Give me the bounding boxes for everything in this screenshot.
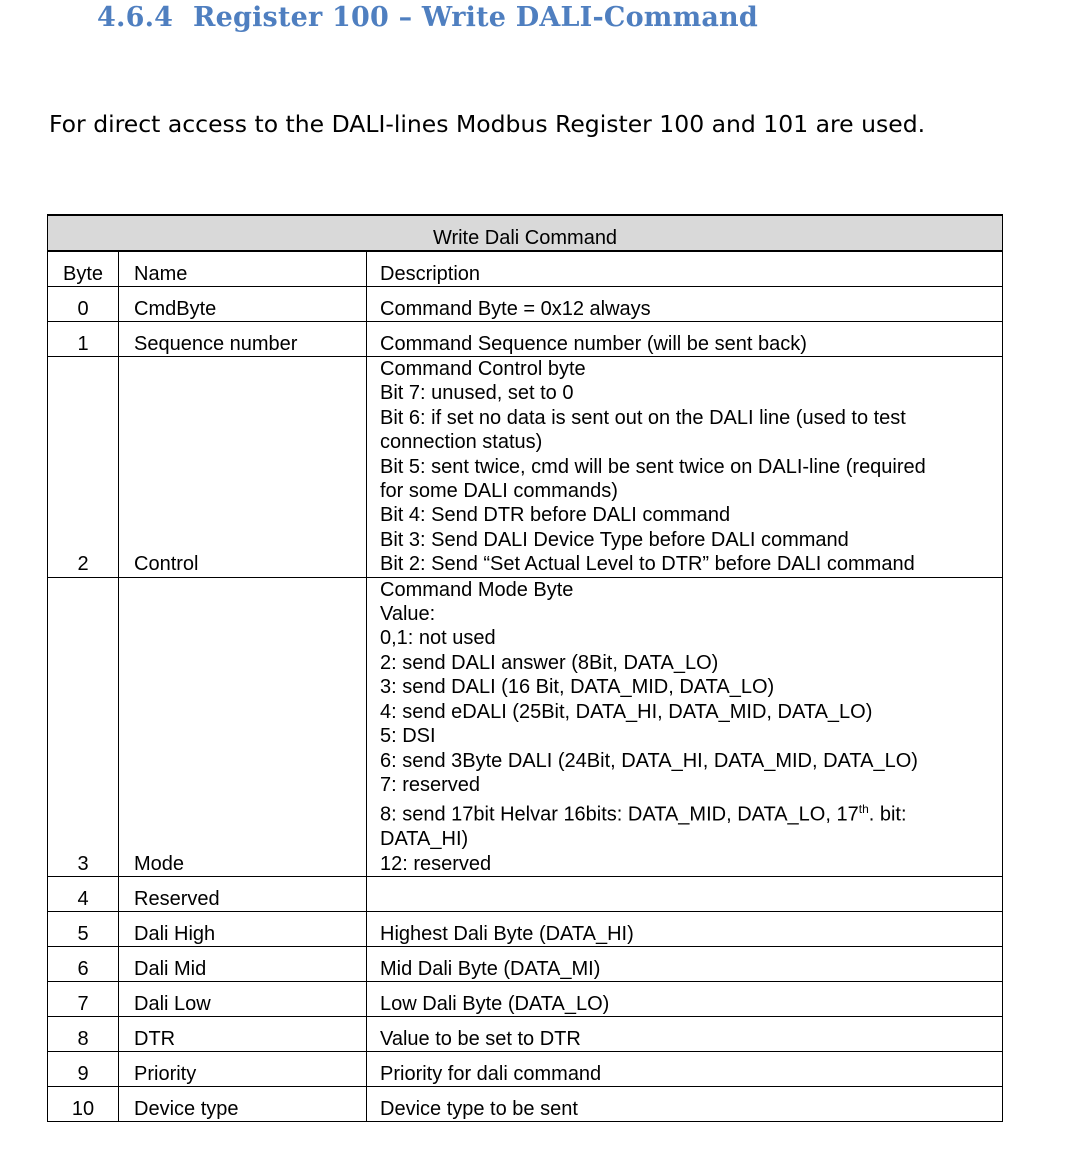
byte-cell: 6 bbox=[48, 947, 119, 982]
name-cell: Sequence number bbox=[119, 322, 367, 357]
byte-cell: 1 bbox=[48, 322, 119, 357]
description-cell bbox=[367, 577, 1003, 877]
description-line: 6: send 3Byte DALI (24Bit, DATA_HI, DATA_MID, DATA_LO) bbox=[380, 749, 918, 772]
description-cell bbox=[367, 1052, 1003, 1087]
description-line: Command Control byte bbox=[380, 358, 586, 380]
name-cell: CmdByte bbox=[119, 287, 367, 322]
description-line: 5: DSI bbox=[380, 725, 436, 748]
description-line: Bit 7: unused, set to 0 bbox=[380, 382, 574, 405]
header-description: Description bbox=[367, 251, 1003, 287]
description-cell bbox=[367, 877, 1003, 912]
description-line: Highest Dali Byte (DATA_HI) bbox=[380, 922, 634, 945]
table-row bbox=[48, 877, 1003, 912]
byte-cell: 0 bbox=[48, 287, 119, 322]
header-name: Name bbox=[119, 251, 367, 287]
section-heading bbox=[97, 2, 758, 33]
description-line: Value: bbox=[380, 603, 436, 626]
description-line: 2: send DALI answer (8Bit, DATA_LO) bbox=[380, 651, 719, 674]
description-cell bbox=[367, 322, 1003, 357]
byte-cell: 5 bbox=[48, 912, 119, 947]
description-line: Command Mode Byte bbox=[380, 578, 574, 601]
description-line: Command Byte = 0x12 always bbox=[380, 297, 651, 320]
name-cell: Device type bbox=[119, 1087, 367, 1122]
byte-cell: 9 bbox=[48, 1052, 119, 1087]
name-cell: Mode bbox=[119, 577, 367, 877]
name-cell: Reserved bbox=[119, 877, 367, 912]
description-line: 8: send 17bit Helvar 16bits: DATA_MID, DATA_LO, 17th. bit: bbox=[380, 802, 907, 826]
description-line: Priority for dali command bbox=[380, 1062, 602, 1085]
description-line: 4: send eDALI (25Bit, DATA_HI, DATA_MID, DATA_LO) bbox=[380, 700, 873, 723]
name-cell: Dali Mid bbox=[119, 947, 367, 982]
name-cell: DTR bbox=[119, 1017, 367, 1052]
byte-cell: 2 bbox=[48, 357, 119, 578]
table-row bbox=[48, 947, 1003, 982]
table-header-row bbox=[48, 251, 1003, 287]
description-line: Bit 5: sent twice, cmd will be sent twice on DALI-line (required bbox=[380, 455, 926, 478]
description-line: Bit 4: Send DTR before DALI command bbox=[380, 504, 731, 527]
table-row bbox=[48, 577, 1003, 877]
name-cell: Dali High bbox=[119, 912, 367, 947]
byte-cell: 3 bbox=[48, 577, 119, 877]
table-body bbox=[48, 287, 1003, 1122]
byte-cell: 8 bbox=[48, 1017, 119, 1052]
byte-cell: 10 bbox=[48, 1087, 119, 1122]
table-row bbox=[48, 1017, 1003, 1052]
description-cell bbox=[367, 287, 1003, 322]
table-row bbox=[48, 912, 1003, 947]
section-number: 4.6.4 bbox=[97, 2, 174, 33]
description-cell bbox=[367, 982, 1003, 1017]
table-row bbox=[48, 1087, 1003, 1122]
description-line: DATA_HI) bbox=[380, 828, 469, 851]
intro-paragraph: For direct access to the DALI-lines Modbus Register 100 and 101 are used. bbox=[49, 110, 926, 138]
description-line: Value to be set to DTR bbox=[380, 1027, 581, 1050]
description-cell bbox=[367, 912, 1003, 947]
table-row bbox=[48, 357, 1003, 578]
description-line: Bit 6: if set no data is sent out on the DALI line (used to test bbox=[380, 406, 906, 429]
description-line: for some DALI commands) bbox=[380, 480, 618, 503]
description-line: 3: send DALI (16 Bit, DATA_MID, DATA_LO) bbox=[380, 676, 775, 699]
table-row bbox=[48, 982, 1003, 1017]
description-cell bbox=[367, 1087, 1003, 1122]
description-line: 0,1: not used bbox=[380, 627, 496, 650]
description-line: 12: reserved bbox=[380, 852, 492, 875]
description-line: Command Sequence number (will be sent back) bbox=[380, 332, 807, 355]
name-cell: Dali Low bbox=[119, 982, 367, 1017]
description-cell bbox=[367, 947, 1003, 982]
description-line: 7: reserved bbox=[380, 773, 481, 796]
description-cell bbox=[367, 1017, 1003, 1052]
byte-cell: 4 bbox=[48, 877, 119, 912]
table-title-row bbox=[48, 215, 1003, 251]
table-row bbox=[48, 287, 1003, 322]
description-cell bbox=[367, 357, 1003, 578]
description-line: Bit 3: Send DALI Device Type before DALI command bbox=[380, 528, 849, 551]
register-table bbox=[47, 214, 1003, 1122]
name-cell: Control bbox=[119, 357, 367, 578]
section-title: Register 100 – Write DALI-Command bbox=[193, 2, 758, 33]
description-line: Mid Dali Byte (DATA_MI) bbox=[380, 957, 601, 980]
table-title: Write Dali Command bbox=[48, 215, 1003, 251]
table-row bbox=[48, 322, 1003, 357]
description-line: connection status) bbox=[380, 431, 543, 454]
header-byte: Byte bbox=[48, 251, 119, 287]
name-cell: Priority bbox=[119, 1052, 367, 1087]
description-line: Device type to be sent bbox=[380, 1097, 578, 1120]
description-line: Low Dali Byte (DATA_LO) bbox=[380, 992, 610, 1015]
table-row bbox=[48, 1052, 1003, 1087]
byte-cell: 7 bbox=[48, 982, 119, 1017]
description-line: Bit 2: Send “Set Actual Level to DTR” before DALI command bbox=[380, 553, 915, 576]
